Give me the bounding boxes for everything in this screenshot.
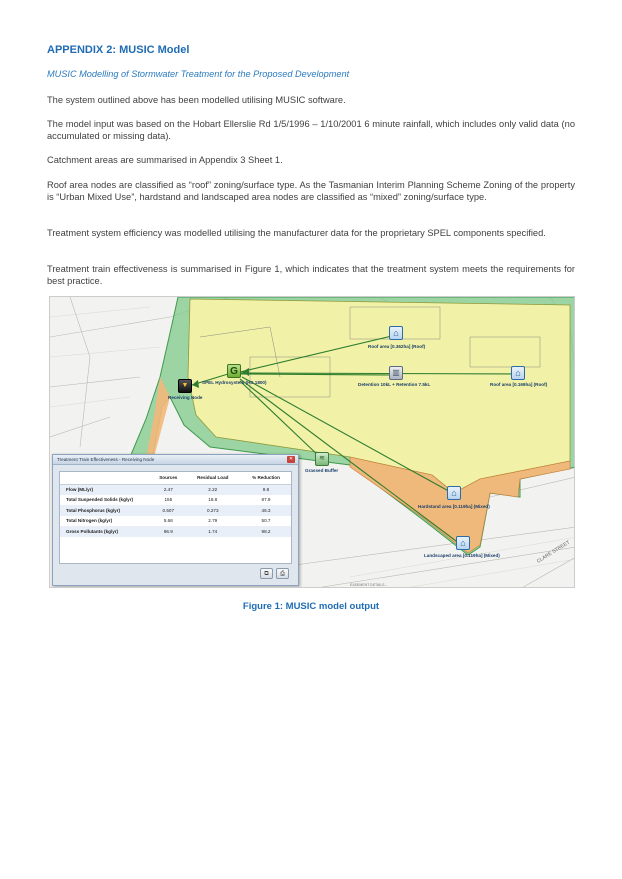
print-icon: ⎙ [280, 571, 285, 577]
reduction-cell: 50.7 [261, 518, 271, 524]
spel-hydrosystem-label: SPEL Hydrosystem (HS.1800) [202, 380, 267, 385]
roof-area-1-label: Roof area [0.362ha] (Roof) [368, 344, 426, 349]
table-row [60, 495, 291, 506]
table-row [60, 484, 291, 495]
effectiveness-table [60, 472, 291, 537]
house-icon: ⌂ [460, 538, 466, 548]
row-label: Total Suspended Solids (kg/yr) [66, 497, 134, 503]
row-label: Total Nitrogen (kg/yr) [66, 518, 113, 524]
sources-cell: 2.47 [152, 484, 185, 495]
row-label: Total Phosphorus (kg/yr) [60, 505, 152, 516]
copy-button[interactable] [260, 568, 273, 579]
table-row [60, 526, 291, 537]
spel-hydrosystem-node[interactable] [227, 364, 241, 378]
column-header-reduction: % Reduction [241, 472, 291, 484]
tank-icon: ▥ [392, 368, 400, 377]
column-header-label [60, 472, 152, 484]
grass-icon: ≋ [319, 455, 325, 462]
hardstand-area-label: Hardstand area [0.119ha] (Mixed) [418, 504, 490, 509]
close-icon[interactable]: ✕ [288, 456, 294, 462]
landscaped-area-label: Landscaped area [0.119ha] (Mixed) [424, 553, 500, 558]
paragraph-roof-nodes: Roof area nodes are classified as “roof” zoning/surface type. As the Tasmanian Interim Planning Scheme Zoning of the property is “Urban Mixed Use”, hardstand and landscaped area nodes are classified as “mixed” zoning/surface type. [47, 180, 575, 203]
sources-cell: 155 [164, 497, 173, 503]
house-icon: ⌂ [451, 488, 457, 498]
roof-area-2-node[interactable] [511, 366, 525, 380]
dialog-titlebar[interactable] [53, 455, 298, 465]
house-icon: ⌂ [515, 368, 521, 378]
table-header-row [60, 472, 291, 484]
detention-label: Detention 10kL + Retention 7.5kL [358, 382, 431, 387]
column-header-residual: Residual Load [185, 472, 241, 484]
reduction-cell: 98.2 [241, 526, 291, 537]
print-button[interactable] [276, 568, 289, 579]
sources-cell: 5.66 [163, 518, 173, 524]
roof-area-2-label: Roof area [0.169ha] (Roof) [490, 382, 548, 387]
detention-node[interactable] [389, 366, 403, 380]
landscaped-area-node[interactable] [456, 536, 470, 550]
paragraph-efficiency: Treatment system efficiency was modelled utilising the manufacturer data for the proprietary SPEL components specified. [47, 228, 546, 238]
residual-cell: 2.22 [185, 484, 241, 495]
music-model-figure [49, 296, 575, 588]
reduction-cell: 46.3 [241, 505, 291, 516]
receiving-node-icon: ▼ [181, 382, 189, 389]
roof-area-1-node[interactable] [389, 326, 403, 340]
reduction-cell: 9.8 [241, 484, 291, 495]
receiving-node[interactable] [178, 379, 192, 393]
paragraph-software: The system outlined above has been modelled utilising MUSIC software. [47, 95, 346, 105]
residual-cell: 18.8 [208, 497, 218, 503]
table-row [60, 516, 291, 527]
sources-cell: 96.9 [152, 526, 185, 537]
sources-cell: 0.507 [152, 505, 185, 516]
easement-note: EASEMENT DETAILS... [350, 583, 388, 587]
residual-cell: 1.74 [185, 526, 241, 537]
appendix-heading: APPENDIX 2: MUSIC Model [47, 44, 190, 56]
grassed-buffer-node[interactable] [315, 452, 329, 466]
hardstand-area-node[interactable] [447, 486, 461, 500]
dialog-title: Treatment Train Effectiveness - Receiving Node [57, 457, 155, 462]
dialog-table-panel [59, 471, 292, 564]
house-icon: ⌂ [393, 328, 399, 338]
section-subheading: MUSIC Modelling of Stormwater Treatment for the Proposed Development [47, 69, 350, 79]
column-header-sources: Sources [152, 472, 185, 484]
paragraph-effectiveness: Treatment train effectiveness is summarised in Figure 1, which indicates that the treatment system meets the requirements for best practice. [47, 264, 575, 287]
receiving-node-label: Receiving Node [168, 395, 203, 400]
table-row [60, 505, 291, 516]
residual-cell: 2.79 [208, 518, 218, 524]
street-label: CLARE STREET [535, 539, 572, 565]
treatment-train-dialog[interactable] [52, 454, 299, 586]
copy-icon: ⧉ [264, 571, 269, 577]
grassed-buffer-label: Grassed Buffer [305, 468, 339, 473]
reduction-cell: 87.9 [261, 497, 271, 503]
gpt-icon: G [230, 366, 238, 377]
residual-cell: 0.273 [185, 505, 241, 516]
figure-caption: Figure 1: MUSIC model output [242, 601, 380, 612]
paragraph-catchment: Catchment areas are summarised in Appendix 3 Sheet 1. [47, 155, 283, 165]
row-label: Flow (ML/yr) [60, 484, 152, 495]
row-label: Gross Pollutants (kg/yr) [60, 526, 152, 537]
paragraph-model-input: The model input was based on the Hobart Ellerslie Rd 1/5/1996 – 1/10/2001 6 minute rainfall, which includes only valid data (no accumulated or missing data). [47, 119, 575, 142]
